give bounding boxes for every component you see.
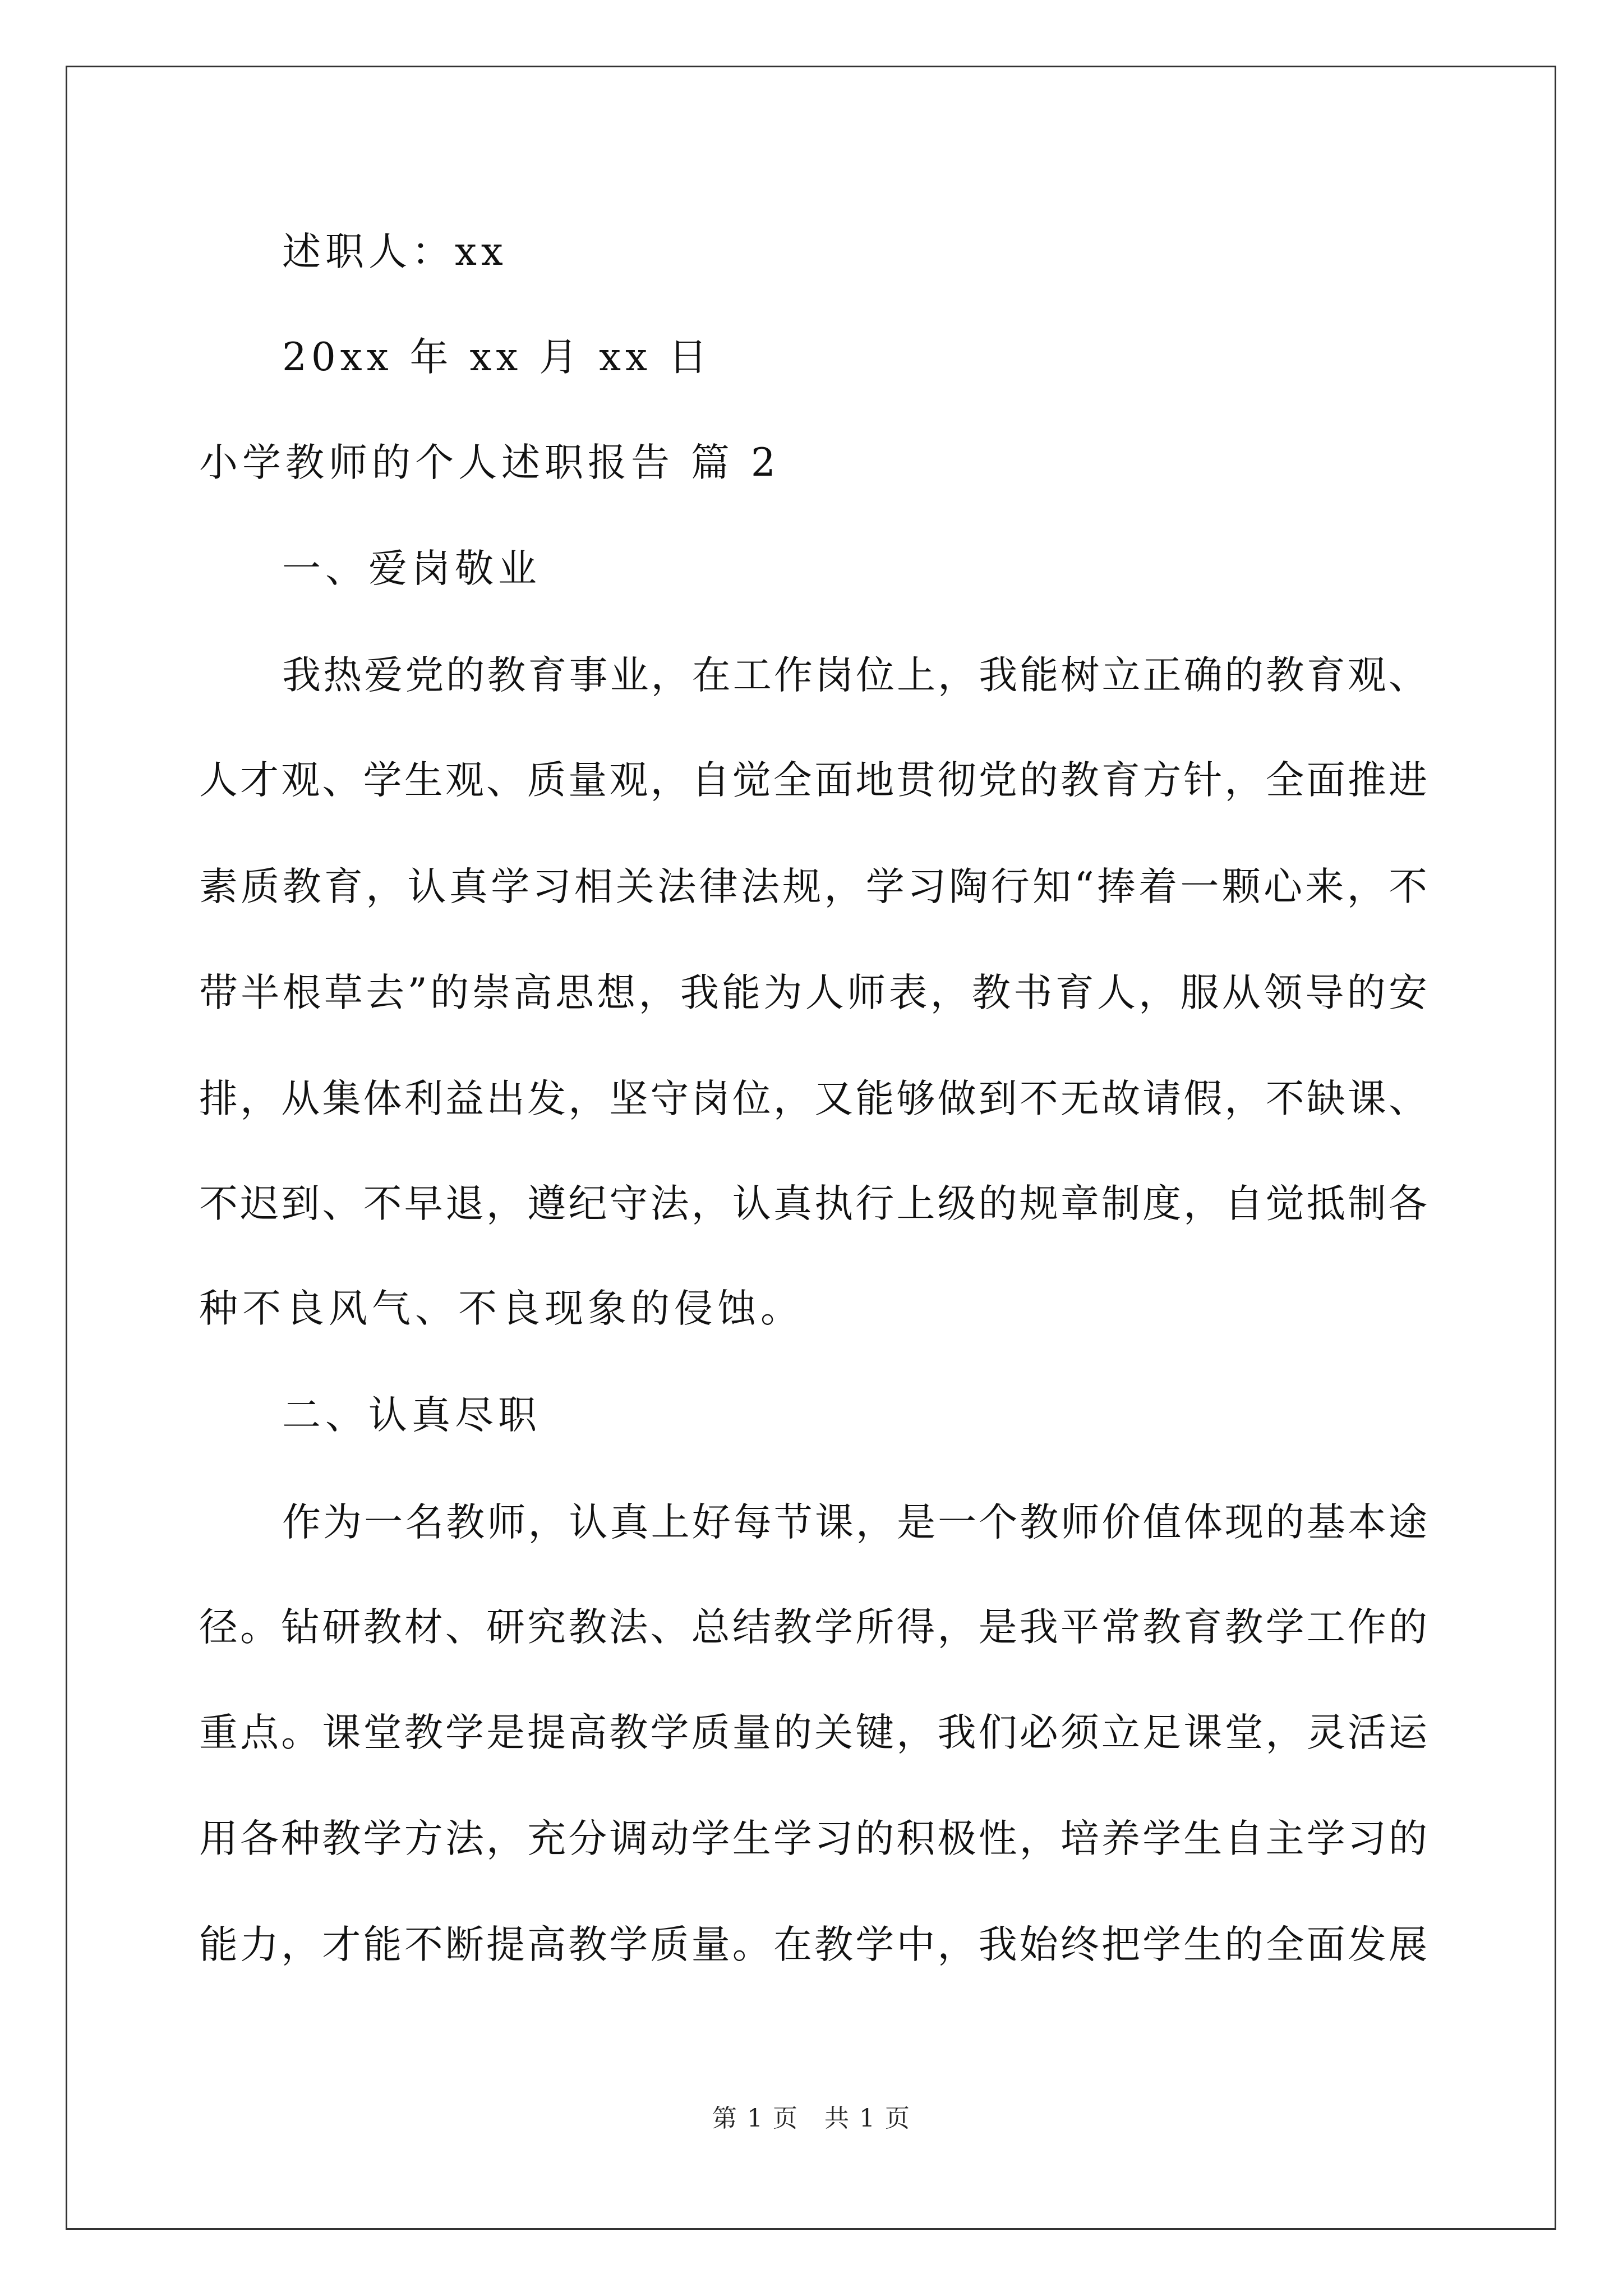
page-footer: 第 1 页 共 1 页 — [712, 2104, 911, 2133]
paragraph-1-line-3: 素质教育，认真学习相关法律法规，学习陶行知“捧着一颗心来，不 — [199, 864, 1427, 909]
paragraph-1-line-2: 人才观、学生观、质量观，自觉全面地贯彻党的教育方针，全面推进 — [199, 758, 1427, 803]
paragraph-2-line-2: 径。钻研教材、研究教法、总结教学所得，是我平常教育教学工作的 — [199, 1605, 1427, 1650]
paragraph-2-line-3: 重点。课堂教学是提高教学质量的关键，我们必须立足课堂，灵活运 — [199, 1710, 1427, 1755]
date-line: 20xx 年 xx 月 xx 日 — [282, 335, 712, 380]
paragraph-2-line-5: 能力，才能不断提高教学质量。在教学中，我始终把学生的全面发展 — [199, 1922, 1427, 1967]
paragraph-1-line-6: 不迟到、不早退，遵纪守法，认真执行上级的规章制度，自觉抵制各 — [199, 1181, 1427, 1226]
paragraph-1-line-4: 带半根草去”的崇高思想，我能为人师表，教书育人，服从领导的安 — [199, 970, 1427, 1015]
paragraph-2-line-1: 作为一名教师，认真上好每节课，是一个教师价值体现的基本途 — [282, 1500, 1427, 1545]
paragraph-1-line-1: 我热爱党的教育事业，在工作岗位上，我能树立正确的教育观、 — [282, 653, 1427, 698]
signature-line: 述职人：xx — [282, 229, 508, 274]
heading-1: 一、爱岗敬业 — [282, 546, 541, 591]
paragraph-2-line-4: 用各种教学方法，充分调动学生学习的积极性，培养学生自主学习的 — [199, 1816, 1427, 1861]
paragraph-1-line-7: 种不良风气、不良现象的侵蚀。 — [199, 1286, 804, 1331]
paragraph-1-line-5: 排，从集体利益出发，坚守岗位，又能够做到不无故请假，不缺课、 — [199, 1076, 1427, 1121]
section-title: 小学教师的个人述职报告 篇 2 — [199, 440, 780, 485]
page-border — [66, 66, 1556, 2230]
heading-2: 二、认真尽职 — [282, 1393, 541, 1438]
